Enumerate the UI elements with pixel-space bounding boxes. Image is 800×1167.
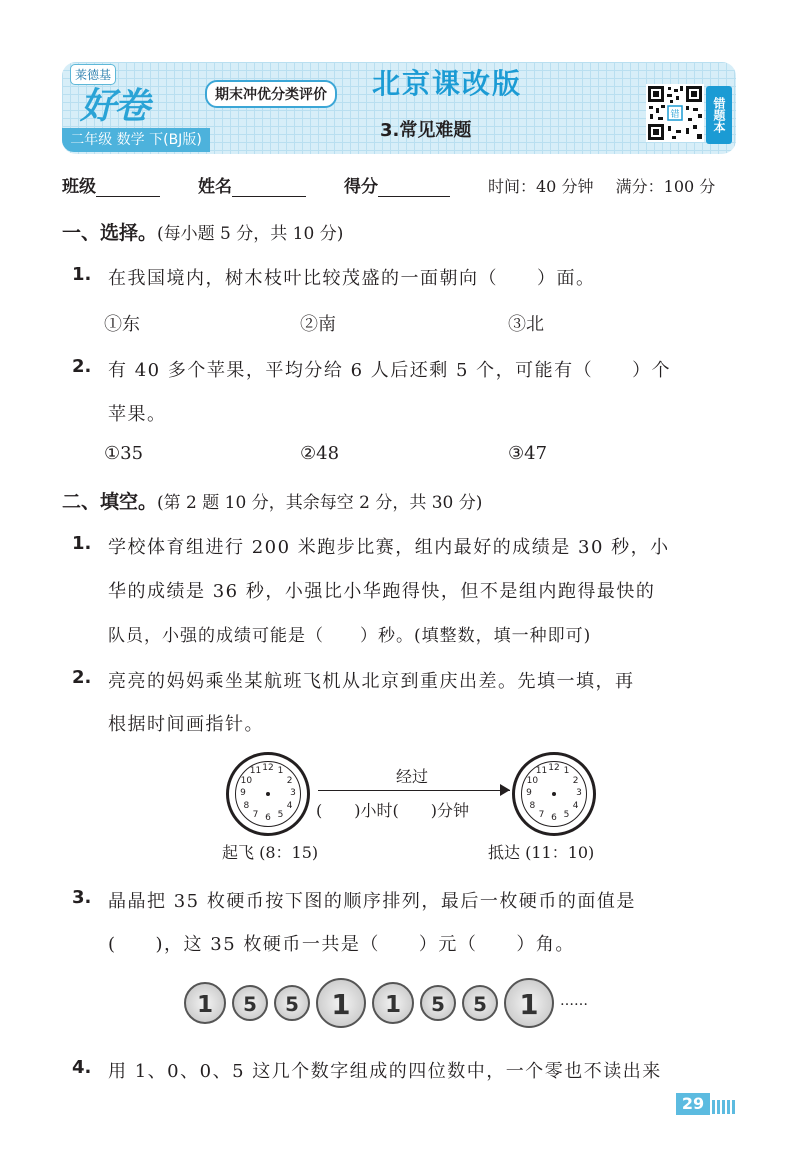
q2-1-text: 学校体育组进行 200 米跑步比赛，组内最好的成绩是 30 秒，小 <box>108 537 670 558</box>
clock-number: 5 <box>563 809 570 820</box>
section-1-note: (每小题 5 分，共 10 分) <box>157 224 344 244</box>
coin-5-icon: 5 <box>232 985 268 1021</box>
clock-number: 9 <box>526 788 532 798</box>
edition-title: 北京课改版 <box>372 67 523 100</box>
q2-3-text-line2: ( )，这 35 枚硬币一共是（ ）元（ ）角。 <box>108 934 575 955</box>
q1-1-text: 在我国境内，树木枝叶比较茂盛的一面朝向（ ）面。 <box>108 268 596 289</box>
coin-1-icon: 1 <box>184 982 226 1024</box>
grade-label: 二年级 数学 下(BJ版) <box>62 128 210 152</box>
q1-1-option-b[interactable]: ②南 <box>300 314 336 335</box>
clock-number: 11 <box>249 766 262 777</box>
score-label: 得分 <box>344 177 378 197</box>
series-title: 期末冲优分类评价 <box>205 80 337 108</box>
arrow-label: 经过 <box>396 767 429 786</box>
brand-tag: 莱德基 <box>70 64 116 85</box>
q2-2-text: 亮亮的妈妈乘坐某航班飞机从北京到重庆出差。先填一填，再 <box>108 671 635 692</box>
q1-1-option-c[interactable]: ③北 <box>508 314 544 335</box>
clock-number: 3 <box>576 788 582 798</box>
score-field[interactable] <box>344 172 450 197</box>
q2-3-number: 3. <box>72 887 92 908</box>
depart-clock[interactable] <box>226 752 310 836</box>
class-field[interactable] <box>62 172 160 197</box>
arrow-head-icon <box>500 784 510 796</box>
clock-number: 10 <box>240 775 253 786</box>
clock-number: 4 <box>572 800 579 811</box>
q2-2-text-line2: 根据时间画指针。 <box>108 714 264 735</box>
duration-arrow <box>318 790 510 791</box>
clock-number: 8 <box>529 800 536 811</box>
clock-number: 3 <box>290 788 296 798</box>
qr-label: 错题本 <box>706 86 732 144</box>
clock-number: 5 <box>277 809 284 820</box>
clock-number: 2 <box>572 775 579 786</box>
q2-1-text-line2: 华的成绩是 36 秒，小强比小华跑得快，但不是组内跑得最快的 <box>108 581 656 602</box>
q2-3-text: 晶晶把 35 枚硬币按下图的顺序排列，最后一枚硬币的面值是 <box>108 891 636 912</box>
q1-2-text: 有 40 多个苹果，平均分给 6 人后还剩 5 个，可能有（ ）个 <box>108 360 672 381</box>
arrive-label: 抵达 (11：10) <box>488 843 595 862</box>
coin-5-icon: 5 <box>420 985 456 1021</box>
q2-1-text-line3: 队员，小强的成绩可能是（ ）秒。(填整数，填一种即可) <box>108 626 592 646</box>
clock-number: 12 <box>262 763 274 773</box>
arrive-clock[interactable] <box>512 752 596 836</box>
clock-number: 4 <box>286 800 293 811</box>
unit-title: 3.常见难题 <box>380 120 472 141</box>
time-limit: 时间：40 分钟 <box>488 177 594 196</box>
section-2-note: (第 2 题 10 分，其余每空 2 分，共 30 分) <box>157 493 483 513</box>
qr-badge: 错 <box>670 110 680 120</box>
q2-2-number: 2. <box>72 667 92 688</box>
clock-number: 6 <box>551 813 557 823</box>
q1-1-option-a[interactable]: ①东 <box>104 314 140 335</box>
q1-2-option-c[interactable]: ③47 <box>508 443 548 464</box>
q1-2-number: 2. <box>72 356 92 377</box>
coin-ellipsis: …… <box>560 993 588 1009</box>
clock-number: 6 <box>265 813 271 823</box>
name-field[interactable] <box>198 172 306 197</box>
clock-number: 8 <box>243 800 250 811</box>
coin-5-icon: 5 <box>274 985 310 1021</box>
section-2-heading: 二、填空。(第 2 题 10 分，其余每空 2 分，共 30 分) <box>62 491 483 513</box>
q1-1-number: 1. <box>72 264 92 285</box>
clock-number: 1 <box>563 766 570 777</box>
page-number: 29 <box>676 1093 710 1115</box>
clock-center-dot <box>266 792 270 796</box>
clock-number: 9 <box>240 788 246 798</box>
q2-1-number: 1. <box>72 533 92 554</box>
coin-1-icon: 1 <box>372 982 414 1024</box>
depart-label: 起飞 (8：15) <box>222 843 319 862</box>
clock-number: 10 <box>526 775 539 786</box>
class-label: 班级 <box>62 177 96 197</box>
clock-center-dot <box>552 792 556 796</box>
duration-blank[interactable]: ( )小时( )分钟 <box>316 801 469 820</box>
clock-number: 12 <box>548 763 560 773</box>
coin-5-icon: 5 <box>462 985 498 1021</box>
section-1-heading: 一、选择。(每小题 5 分，共 10 分) <box>62 222 344 244</box>
q1-2-option-b[interactable]: ②48 <box>300 443 340 464</box>
coin-sequence <box>184 975 634 1031</box>
coin-1-icon: 1 <box>504 978 554 1028</box>
brand-logo: 好卷 <box>80 86 149 127</box>
page-bars-decoration <box>712 1100 736 1114</box>
exam-meta <box>488 174 715 197</box>
q2-4-number: 4. <box>72 1057 92 1078</box>
clock-number: 2 <box>286 775 293 786</box>
qr-code-icon[interactable] <box>646 84 704 142</box>
q1-2-text-cont: 苹果。 <box>108 404 167 425</box>
coin-1-icon: 1 <box>316 978 366 1028</box>
clock-number: 7 <box>252 809 259 820</box>
full-score: 满分：100 分 <box>615 177 716 196</box>
q1-2-option-a[interactable]: ①35 <box>104 443 144 464</box>
clock-number: 11 <box>535 766 548 777</box>
q2-4-text: 用 1、0、0、5 这几个数字组成的四位数中，一个零也不读出来 <box>108 1061 662 1082</box>
name-label: 姓名 <box>198 177 232 197</box>
clock-number: 1 <box>277 766 284 777</box>
clock-number: 7 <box>538 809 545 820</box>
